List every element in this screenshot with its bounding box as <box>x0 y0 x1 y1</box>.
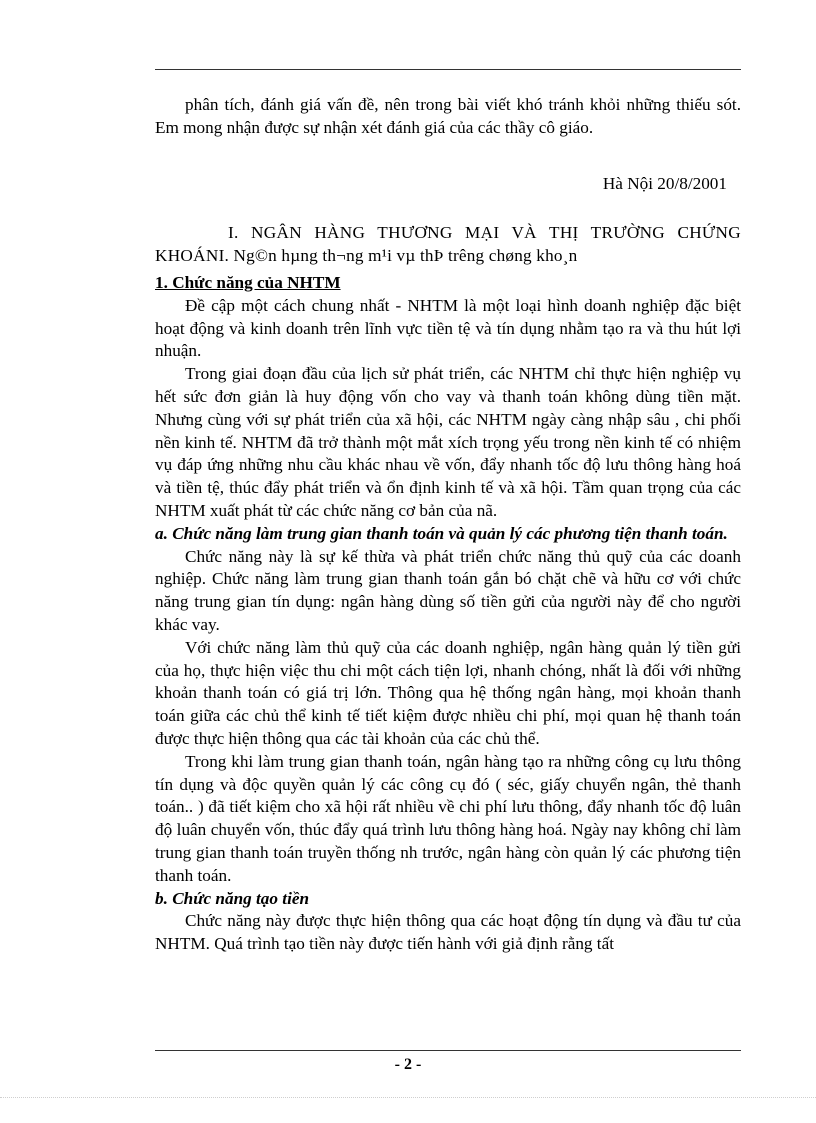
body-paragraph: Trong giai đoạn đầu của lịch sử phát triển, các NHTM chỉ thực hiện nghiệp vụ hết sức đơn giản là huy động vốn cho vay và thanh toán không dùng tiền mặt. Nhưng cùng với sự phát triển của xã hội, các NHTM ngày càng nhập sâu , chi phối nền kinh tế. NHTM đã trở thành một mắt xích trọng yếu trong nền kinh tế có nhiệm vụ đáp ứng những nhu cầu khác nhau về vốn, đẩy nhanh tốc độ lưu thông hàng hoá và tiền tệ, thúc đẩy phát triển và ổn định kinh tế và xã hội. Tầm quan trọng của các NHTM xuất phát từ các chức năng cơ bản của nã. <box>155 364 741 520</box>
body-paragraph: Chức năng này được thực hiện thông qua các hoạt động tín dụng và đầu tư của NHTM. Quá trình tạo tiền này được tiến hành với giả định rằng tất <box>155 911 741 954</box>
footer-rule <box>155 1050 741 1051</box>
section-heading: 1. Chức năng của NHTM <box>155 272 341 292</box>
page-number: - 2 - <box>394 1056 422 1073</box>
subsection-heading-a: a. Chức năng làm trung gian thanh toán và quản lý các phương tiện thanh toán. <box>155 523 728 543</box>
intro-paragraph: phân tích, đánh giá vấn đề, nên trong bài viết khó tránh khỏi những thiếu sót. Em mong nhận được sự nhận xét đánh giá của các thầy cô giáo. <box>155 95 741 137</box>
date-line: Hà Nội 20/8/2001 <box>602 173 727 193</box>
body-paragraph: Với chức năng làm thủ quỹ của các doanh nghiệp, ngân hàng quản lý tiền gửi của họ, thực hiện việc thu chi một cách tiện lợi, nhanh chóng, nhất là đối với những khoản thanh toán có giá trị lớn. Thông qua hệ thống ngân hàng, mọi khoản thanh toán giữa các chủ thể kinh tế tiết kiệm được nhiều chi phí, mọi quan hệ thanh toán được thực hiện thông qua các tài khoản của các chủ thể. <box>155 637 741 748</box>
document-body <box>155 94 741 956</box>
page-edge-dotted-line <box>0 1097 816 1098</box>
header-rule <box>155 69 741 70</box>
chapter-heading <box>155 222 741 268</box>
chapter-title: I. NGÂN HÀNG THƯƠNG MẠI VÀ THỊ TRƯỜNG CHỨNG KHOÁN <box>155 223 741 266</box>
chapter-garbled-text: I. Ng©n hµng th¬ng m¹i vµ thÞ trêng chøng kho¸n <box>218 246 578 266</box>
body-paragraph: Chức năng này là sự kế thừa và phát triển chức năng thủ quỹ của các doanh nghiệp. Chức năng làm trung gian thanh toán gắn bó chặt chẽ và hữu cơ với chức năng trung gian tín dụng: ngân hàng dùng số tiền gửi của người này để cho người khác vay. <box>155 546 741 634</box>
subsection-heading-b: b. Chức năng tạo tiền <box>155 888 310 908</box>
body-paragraph: Đề cập một cách chung nhất - NHTM là một loại hình doanh nghiệp đặc biệt hoạt động và kinh doanh trên lĩnh vực tiền tệ và tín dụng nhằm tạo ra và thu hút lợi nhuận. <box>155 295 741 361</box>
body-paragraph: Trong khi làm trung gian thanh toán, ngân hàng tạo ra những công cụ lưu thông tín dụng và độc quyền quản lý các công cụ đó ( séc, giấy chuyển ngân, thẻ thanh toán.. ) đã tiết kiệm cho xã hội rất nhiều về chi phí lưu thông, đẩy nhanh tốc độ luân độ luân chuyển vốn, thúc đẩy quá trình lưu thông hàng hoá. Ngày nay không chỉ làm trung gian thanh toán truyền thống nh trước, ngân hàng còn quản lý các phương tiện thanh toán. <box>155 751 741 885</box>
